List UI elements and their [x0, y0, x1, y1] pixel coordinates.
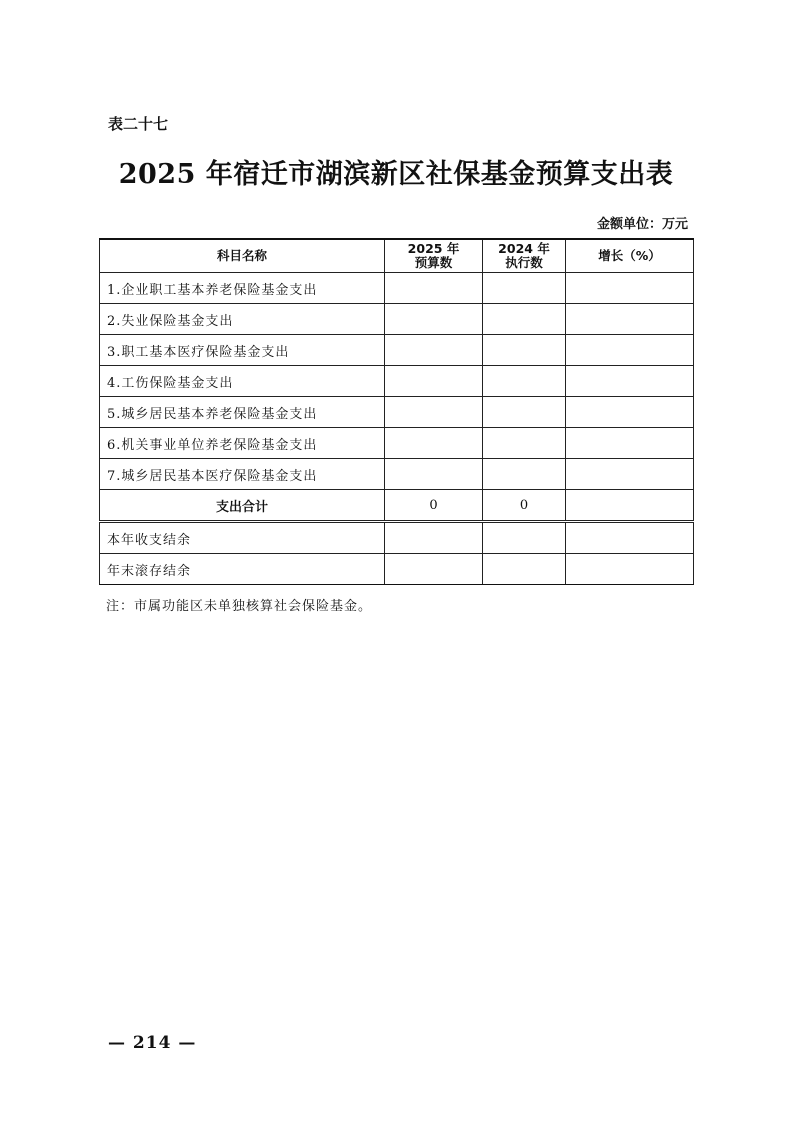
row-growth	[566, 335, 694, 366]
row-name: 4.工伤保险基金支出	[100, 366, 385, 397]
table-row	[100, 428, 694, 459]
row-exec-2024	[483, 428, 566, 459]
row-exec-2024	[483, 366, 566, 397]
table-row	[100, 397, 694, 428]
table-row	[100, 366, 694, 397]
row-budget-2025	[385, 522, 483, 554]
column-header-exec-2024	[483, 239, 566, 273]
row-growth	[566, 397, 694, 428]
row-name: 1.企业职工基本养老保险基金支出	[100, 273, 385, 304]
column-header-name: 科目名称	[100, 239, 385, 273]
row-exec-2024	[483, 397, 566, 428]
row-budget-2025	[385, 366, 483, 397]
table-row	[100, 554, 694, 585]
total-budget-2025: 0	[385, 490, 483, 522]
row-exec-2024	[483, 273, 566, 304]
total-label: 支出合计	[100, 490, 385, 522]
table-label: 表二十七	[108, 115, 169, 133]
column-header-budget-2025-label: 预算数	[414, 255, 453, 270]
row-budget-2025	[385, 459, 483, 490]
row-name: 2.失业保险基金支出	[100, 304, 385, 335]
page-number: — 214 —	[108, 1033, 197, 1053]
table-header-row	[100, 239, 694, 273]
row-budget-2025	[385, 335, 483, 366]
column-header-budget-2025	[385, 239, 483, 273]
row-growth	[566, 304, 694, 335]
row-name: 3.职工基本医疗保险基金支出	[100, 335, 385, 366]
row-budget-2025	[385, 304, 483, 335]
column-header-exec-2024-year: 2024 年	[498, 241, 550, 256]
row-exec-2024	[483, 554, 566, 585]
total-row	[100, 490, 694, 522]
row-budget-2025	[385, 273, 483, 304]
column-header-budget-2025-year: 2025 年	[407, 241, 460, 256]
row-name: 年末滚存结余	[100, 554, 385, 585]
row-name: 7.城乡居民基本医疗保险基金支出	[100, 459, 385, 490]
row-budget-2025	[385, 554, 483, 585]
column-header-growth: 增长（%）	[566, 239, 694, 273]
row-budget-2025	[385, 397, 483, 428]
table-row	[100, 304, 694, 335]
row-exec-2024	[483, 522, 566, 554]
total-growth	[566, 490, 694, 522]
table-row	[100, 335, 694, 366]
row-budget-2025	[385, 428, 483, 459]
footnote: 注：市属功能区未单独核算社会保险基金。	[106, 599, 373, 614]
budget-table	[99, 238, 694, 585]
row-exec-2024	[483, 335, 566, 366]
total-exec-2024: 0	[483, 490, 566, 522]
amount-unit: 金额单位：万元	[596, 217, 688, 232]
row-growth	[566, 522, 694, 554]
table-row	[100, 459, 694, 490]
row-name: 5.城乡居民基本养老保险基金支出	[100, 397, 385, 428]
table-row	[100, 273, 694, 304]
row-exec-2024	[483, 459, 566, 490]
row-name: 本年收支结余	[100, 522, 385, 554]
row-exec-2024	[483, 304, 566, 335]
table-row	[100, 522, 694, 554]
row-growth	[566, 554, 694, 585]
row-growth	[566, 459, 694, 490]
column-header-exec-2024-label: 执行数	[505, 255, 543, 270]
page-title: 2025 年宿迁市湖滨新区社保基金预算支出表	[118, 159, 674, 190]
row-growth	[566, 366, 694, 397]
row-growth	[566, 273, 694, 304]
row-name: 6.机关事业单位养老保险基金支出	[100, 428, 385, 459]
row-growth	[566, 428, 694, 459]
